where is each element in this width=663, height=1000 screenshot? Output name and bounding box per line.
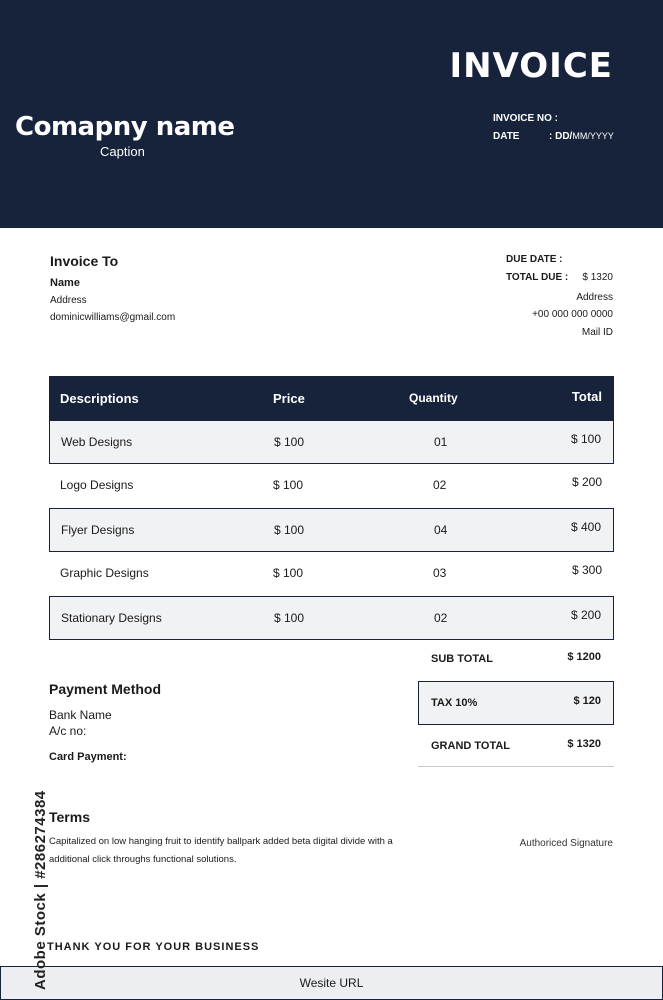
payment-method-heading: Payment Method — [49, 681, 162, 697]
invoice-to-heading: Invoice To — [50, 253, 119, 269]
grand-total-label: GRAND TOTAL — [431, 740, 511, 752]
thank-you-message: THANK YOU FOR YOUR BUSINESS — [47, 941, 260, 953]
table-row: Web Designs $ 100 01 $ 100 — [49, 420, 614, 464]
due-date-label: DUE DATE : — [506, 254, 563, 265]
date-value: : DD/MM/YYYY — [549, 131, 614, 142]
invoice-to-address: Address — [50, 295, 87, 306]
sub-total-label: SUB TOTAL — [431, 653, 493, 665]
total-due-value: $ 1320 — [582, 272, 613, 283]
due-phone: +00 000 000 0000 — [532, 309, 613, 320]
due-mail: Mail ID — [581, 327, 613, 338]
header-total: Total — [571, 389, 602, 404]
total-due-label: TOTAL DUE : — [506, 272, 569, 283]
header-price: Price — [273, 391, 305, 406]
due-address: Address — [576, 292, 613, 303]
tax-value: $ 120 — [573, 695, 601, 707]
header-quantity: Quantity — [409, 391, 458, 405]
items-table — [49, 376, 614, 640]
company-name: Comapny name — [15, 112, 235, 142]
website-footer[interactable]: Wesite URL — [0, 966, 663, 1000]
company-caption: Caption — [100, 144, 145, 159]
invoice-to-name: Name — [50, 277, 80, 289]
invoice-header — [0, 0, 663, 228]
stock-watermark — [12, 760, 49, 990]
terms-heading: Terms — [49, 809, 90, 825]
table-header — [49, 376, 614, 420]
invoice-number-label: INVOICE NO : — [493, 113, 559, 124]
account-number: A/c no: — [49, 724, 87, 738]
grand-total-value: $ 1320 — [567, 738, 601, 750]
invoice-title: INVOICE — [449, 46, 613, 86]
table-row: Graphic Designs $ 100 03 $ 300 — [60, 563, 602, 580]
terms-text: Capitalized on low hanging fruit to identify ballpark added beta digital divide with a additional click throughs functional solutions. — [49, 836, 393, 865]
bank-name: Bank Name — [49, 708, 112, 722]
table-row: Logo Designs $ 100 02 $ 200 — [60, 475, 602, 492]
invoice-to-email: dominicwilliams@gmail.com — [50, 312, 176, 323]
table-row: Stationary Designs $ 100 02 $ 200 — [49, 596, 614, 640]
card-payment: Card Payment: — [49, 751, 127, 763]
header-descriptions: Descriptions — [60, 391, 139, 406]
grand-total-divider — [418, 766, 614, 767]
sub-total-value: $ 1200 — [567, 651, 601, 663]
date-label: DATE — [493, 131, 520, 142]
table-row: Flyer Designs $ 100 04 $ 400 — [49, 508, 614, 552]
tax-label: TAX 10% — [431, 697, 478, 709]
authorized-signature: Authoriced Signature — [519, 838, 613, 849]
watermark-text: Adobe Stock | #286274384 — [32, 790, 49, 990]
